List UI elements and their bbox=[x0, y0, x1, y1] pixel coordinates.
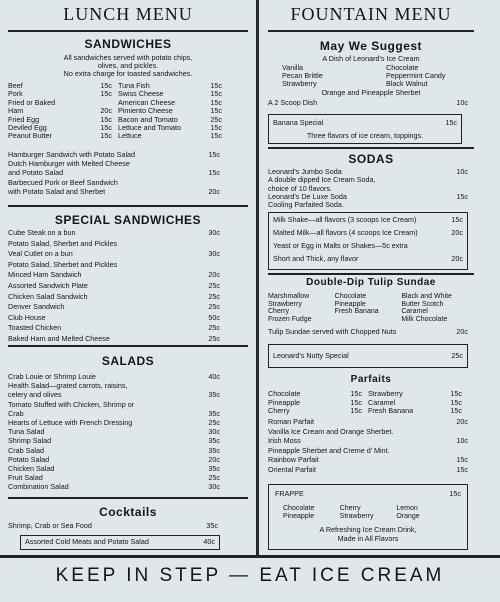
flavor-label: Black and White bbox=[401, 293, 452, 300]
menu-item: Beef 15c bbox=[8, 81, 112, 90]
sandwich-intro: All sandwiches served with potato chips, bbox=[63, 53, 193, 62]
menu-item: Cooling Parfaited Soda. bbox=[268, 201, 344, 210]
menu-item: Malted Milk—all flavors (4 scoops Ice Cream) 20c bbox=[273, 228, 463, 237]
flavor-label: Lemon bbox=[396, 505, 418, 512]
menu-item: Rainbow Parfait 15c bbox=[268, 455, 468, 464]
flavor-label: Fresh Banana bbox=[334, 308, 379, 316]
special-sandwiches-heading: SPECIAL SANDWICHES bbox=[54, 213, 202, 227]
menu-item: A double dipped Ice Cream Soda, bbox=[268, 176, 376, 185]
menu-item: Lettuce 15c bbox=[118, 131, 222, 141]
sandwich-intro: No extra charge for toasted sandwiches. bbox=[63, 69, 193, 78]
frappe-description: A Refreshing Ice Cream Drink, bbox=[319, 525, 417, 534]
menu-item: Baked Ham and Melted Cheese 25c bbox=[8, 334, 220, 343]
flavor-label: Pineapple bbox=[334, 300, 366, 308]
menu-item: Tuna Fish 15c bbox=[118, 81, 222, 90]
lunch-menu-title: LUNCH MENU bbox=[63, 4, 193, 24]
menu-item: Hearts of Lettuce with French Dressing 25c bbox=[8, 418, 220, 427]
menu-item: Minced Ham Sandwich 20c bbox=[8, 270, 220, 280]
menu-item: A 2 Scoop Dish 10c bbox=[268, 98, 468, 107]
shakes-box bbox=[268, 212, 468, 270]
flavor-label: Vanilla bbox=[282, 63, 304, 72]
sodas-heading: SODAS bbox=[348, 152, 394, 166]
menu-item: with Potato Salad and Sherbet 20c bbox=[8, 186, 220, 196]
menu-item: choice of 10 flavors. bbox=[268, 184, 332, 193]
menu-item: Caramel 15c bbox=[368, 397, 462, 407]
menu-item: Potato Salad, Sherbet and Pickles bbox=[8, 239, 118, 248]
menu-item: Short and Thick, any flavor 20c bbox=[273, 254, 463, 263]
sandwich-intro: olives, and pickles. bbox=[97, 61, 159, 70]
menu-item: Ham 20c bbox=[8, 106, 112, 116]
menu-item: Crab Salad 35c bbox=[8, 445, 220, 455]
footer-rule bbox=[0, 555, 500, 558]
menu-item: and Potato Salad 15c bbox=[8, 168, 220, 178]
banana-special-box bbox=[268, 114, 462, 144]
flavor-label: Milk Chocolate bbox=[401, 315, 448, 323]
menu-item: Yeast or Egg in Malts or Shakes—5c extra bbox=[273, 242, 408, 250]
fountain-menu-title: FOUNTAIN MENU bbox=[290, 4, 452, 24]
flavor-label: Chocolate bbox=[283, 505, 315, 512]
menu-item: Chicken Salad 35c bbox=[8, 464, 220, 473]
menu-item: Assorted Cold Meats and Potato Salad 40c bbox=[25, 537, 215, 546]
divider bbox=[268, 273, 474, 275]
divider bbox=[268, 147, 474, 149]
flavor-label: Strawberry bbox=[339, 512, 374, 520]
divider bbox=[8, 30, 248, 32]
suggest-heading: May We Suggest bbox=[319, 39, 423, 53]
menu-item: Veal Cutlet on a bun 30c bbox=[8, 249, 220, 259]
menu-item: Fried or Baked bbox=[8, 98, 56, 107]
suggest-subheading: A Dish of Leonard's Ice Cream bbox=[322, 54, 420, 63]
menu-item: Shrimp, Crab or Sea Food 35c bbox=[8, 521, 218, 530]
menu-item: Swiss Cheese 15c bbox=[118, 89, 222, 99]
menu-item: Shrimp Salad 35c bbox=[8, 436, 220, 446]
menu-item: Barbecued Pork or Beef Sandwich bbox=[8, 178, 118, 187]
menu-item: FRAPPE 15c bbox=[275, 489, 461, 498]
menu-item: Cherry 15c bbox=[268, 406, 362, 415]
cocktails-heading: Cocktails bbox=[99, 505, 157, 519]
menu-item: Pineapple Sherbet and Creme d' Mint. bbox=[268, 446, 390, 455]
flavor-label: Caramel bbox=[401, 308, 428, 316]
sandwiches-heading: SANDWICHES bbox=[84, 37, 172, 51]
menu-item: Chicken Salad Sandwich 25c bbox=[8, 291, 220, 301]
menu-item: Pineapple 15c bbox=[268, 397, 362, 407]
column-divider bbox=[256, 0, 259, 555]
flavor-label: Orange bbox=[396, 512, 420, 520]
menu-item: Fruit Salad 25c bbox=[8, 473, 220, 483]
menu-item: Dutch Hamburger with Melted Cheese bbox=[8, 160, 130, 169]
menu-item: Denver Sandwich 25c bbox=[8, 302, 220, 312]
divider bbox=[8, 205, 248, 207]
menu-item: Milk Shake—all flavors (3 scoops Ice Cream) 15c bbox=[273, 215, 463, 224]
menu-item: Deviled Egg 15c bbox=[8, 123, 112, 132]
frappe-description: Made in All Flavors bbox=[337, 534, 399, 543]
frappe-box bbox=[268, 484, 468, 550]
menu-item: Crab Louie or Shrimp Louie 40c bbox=[8, 372, 220, 381]
divider bbox=[8, 345, 248, 347]
banana-description: Three flavors of ice cream, toppings. bbox=[306, 131, 424, 140]
menu-item: Lettuce and Tomato 15c bbox=[118, 123, 222, 132]
menu-item: Vanilla Ice Cream and Orange Sherbet. bbox=[268, 427, 394, 436]
menu-item: Potato Salad, Sherbet and Pickles bbox=[8, 260, 118, 269]
menu-item: Hamburger Sandwich with Potato Salad 15c bbox=[8, 150, 220, 159]
menu-item: Assorted Sandwich Plate 25c bbox=[8, 281, 220, 290]
menu-item: Chocolate 15c bbox=[268, 389, 362, 398]
nutty-special-box bbox=[268, 344, 468, 368]
menu-item: Fried Egg 15c bbox=[8, 114, 112, 124]
menu-item: American Cheese 15c bbox=[118, 97, 222, 107]
menu-item: Leonard's De Luxe Soda 15c bbox=[268, 191, 468, 201]
flavor-label: Pecan Brittle bbox=[282, 71, 323, 80]
divider bbox=[268, 30, 474, 32]
menu-item: Tomato Stuffed with Chicken, Shrimp or bbox=[8, 400, 135, 409]
flavor-label: Pineapple bbox=[283, 512, 315, 520]
menu-item: Peanut Butter 15c bbox=[8, 131, 112, 141]
menu-item: Crab 35c bbox=[8, 408, 220, 418]
menu-item: Irish Moss 10c bbox=[268, 436, 468, 445]
menu-item: Banana Special 15c bbox=[273, 118, 457, 127]
menu-item: Pimiento Cheese 15c bbox=[118, 106, 222, 116]
menu-item: Leonard's Jumbo Soda 10c bbox=[268, 167, 468, 176]
flavor-label: Peppermint Candy bbox=[386, 71, 446, 80]
footer-slogan: KEEP IN STEP — EAT ICE CREAM bbox=[55, 565, 445, 586]
parfaits-heading: Parfaits bbox=[350, 374, 392, 385]
divider bbox=[8, 497, 248, 499]
flavor-label: Strawberry bbox=[268, 300, 302, 308]
flavor-label: Black Walnut bbox=[386, 79, 428, 88]
flavor-label: Strawberry bbox=[282, 79, 317, 88]
flavor-label bbox=[335, 316, 402, 324]
flavor-label: Butter Scotch bbox=[401, 300, 444, 308]
menu-item: Potato Salad 20c bbox=[8, 454, 220, 464]
boxed-special bbox=[20, 535, 220, 550]
menu-item: Club House 50c bbox=[8, 312, 220, 322]
sherbet-line: Orange and Pineapple Sherbet bbox=[321, 88, 421, 97]
tulip-sundae-heading: Double-Dip Tulip Sundae bbox=[306, 277, 436, 288]
menu-item: Roman Parfait 20c bbox=[268, 417, 468, 426]
flavor-label: Marshmallow bbox=[268, 293, 310, 300]
menu-item: Leonard's Nutty Special 25c bbox=[273, 351, 463, 360]
menu-item: Bacon and Tomato 25c bbox=[118, 114, 222, 124]
flavor-label: Frozen Fudge bbox=[268, 315, 312, 323]
menu-item: Health Salad—grated carrots, raisins, bbox=[8, 382, 128, 391]
flavor-label: Cherry bbox=[339, 505, 361, 512]
menu-item: Toasted Chicken 25c bbox=[8, 323, 220, 333]
menu-item: Tulip Sundae served with Chopped Nuts 20c bbox=[268, 327, 468, 336]
menu-item: Pork 15c bbox=[8, 89, 112, 99]
flavor-label: Chocolate bbox=[386, 63, 419, 72]
menu-item: Cube Steak on a bun 30c bbox=[8, 228, 220, 237]
menu-item: Combination Salad 30c bbox=[8, 482, 220, 492]
menu-item: Tuna Salad 30c bbox=[8, 427, 220, 437]
menu-item: celery and olives 35c bbox=[8, 390, 220, 400]
flavor-label: Chocolate bbox=[334, 293, 367, 300]
menu-item: Fresh Banana 15c bbox=[368, 406, 462, 415]
salads-heading: SALADS bbox=[101, 354, 155, 368]
flavor-label: Cherry bbox=[268, 308, 290, 316]
menu-item: Strawberry 15c bbox=[368, 389, 462, 398]
menu-item: Oriental Parfait 15c bbox=[268, 464, 468, 474]
